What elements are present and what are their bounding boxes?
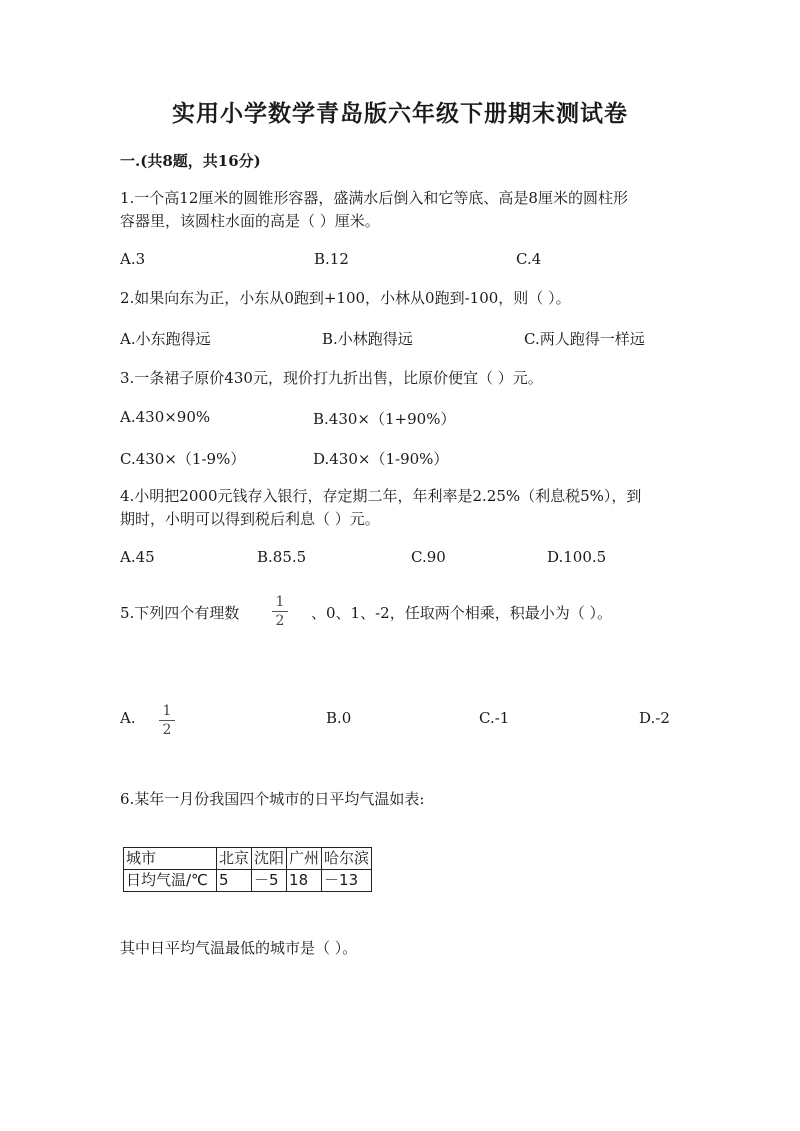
question-3-option-a: A.430×90%	[120, 408, 211, 426]
question-5-option-c: C.-1	[479, 709, 510, 727]
fraction-bar	[272, 611, 288, 612]
question-4-line-2: 期时，小明可以得到税后利息（ ）元。	[120, 510, 380, 528]
question-4-option-b: B.85.5	[257, 548, 307, 566]
question-4-option-d: D.100.5	[547, 548, 607, 566]
table-row	[124, 870, 372, 892]
question-1-text	[120, 187, 628, 233]
page-title: 实用小学数学青岛版六年级下册期末测试卷	[172, 100, 628, 127]
fraction-numerator: 1	[162, 703, 172, 719]
table-cell: 沈阳	[252, 848, 287, 870]
question-1-line-1: 1.一个高12厘米的圆锥形容器，盛满水后倒入和它等底、高是8厘米的圆柱形	[120, 189, 628, 207]
fraction-denominator: 2	[275, 613, 285, 629]
question-4-line-1: 4.小明把2000元钱存入银行，存定期二年，年利率是2.25%（利息税5%），到	[120, 487, 642, 505]
question-5-prefix: 5.下列四个有理数	[120, 604, 240, 622]
question-5-fraction	[272, 594, 288, 629]
table-cell: 日均气温/℃	[124, 870, 217, 892]
question-3-option-d: D.430×（1-90%）	[313, 450, 449, 468]
question-5-option-b: B.0	[326, 709, 352, 727]
question-6-prompt: 其中日平均气温最低的城市是（ ）。	[120, 939, 358, 957]
question-3-option-b: B.430×（1+90%）	[313, 410, 456, 428]
question-1-option-b: B.12	[314, 250, 349, 268]
table-cell: 广州	[287, 848, 322, 870]
table-header-row	[124, 848, 372, 870]
question-4-option-a: A.45	[120, 548, 155, 566]
question-2-option-b: B.小林跑得远	[322, 330, 413, 348]
question-1-option-a: A.3	[120, 250, 146, 268]
question-1-option-c: C.4	[516, 250, 542, 268]
table-cell: －5	[252, 870, 287, 892]
table-cell: －13	[322, 870, 372, 892]
question-5-option-a-fraction	[159, 703, 175, 738]
question-2-option-c: C.两人跑得一样远	[524, 330, 645, 348]
section-heading: 一.(共8题，共16分)	[120, 152, 261, 170]
table-cell: 北京	[217, 848, 252, 870]
fraction-numerator: 1	[275, 594, 285, 610]
question-3-option-c: C.430×（1-9%）	[120, 450, 246, 468]
question-2-option-a: A.小东跑得远	[120, 330, 211, 348]
question-4-option-c: C.90	[411, 548, 446, 566]
fraction-bar	[159, 720, 175, 721]
question-5-suffix: 、0、1、-2，任取两个相乘，积最小为（ ）。	[311, 604, 612, 622]
table-cell: 18	[287, 870, 322, 892]
question-4-text	[120, 485, 641, 531]
question-6-text: 6.某年一月份我国四个城市的日平均气温如表:	[120, 790, 425, 808]
question-2-text: 2.如果向东为正，小东从0跑到+100，小林从0跑到-100，则（ ）。	[120, 289, 571, 307]
table-cell: 5	[217, 870, 252, 892]
fraction-denominator: 2	[162, 722, 172, 738]
temperature-table	[123, 847, 372, 892]
question-3-text: 3.一条裙子原价430元，现价打九折出售，比原价便宜（ ）元。	[120, 369, 543, 387]
table-cell: 哈尔滨	[322, 848, 372, 870]
question-5-option-d: D.-2	[639, 709, 670, 727]
question-5-option-a: A.	[120, 709, 136, 727]
question-1-line-2: 容器里，该圆柱水面的高是（ ）厘米。	[120, 212, 380, 230]
table-cell: 城市	[124, 848, 217, 870]
